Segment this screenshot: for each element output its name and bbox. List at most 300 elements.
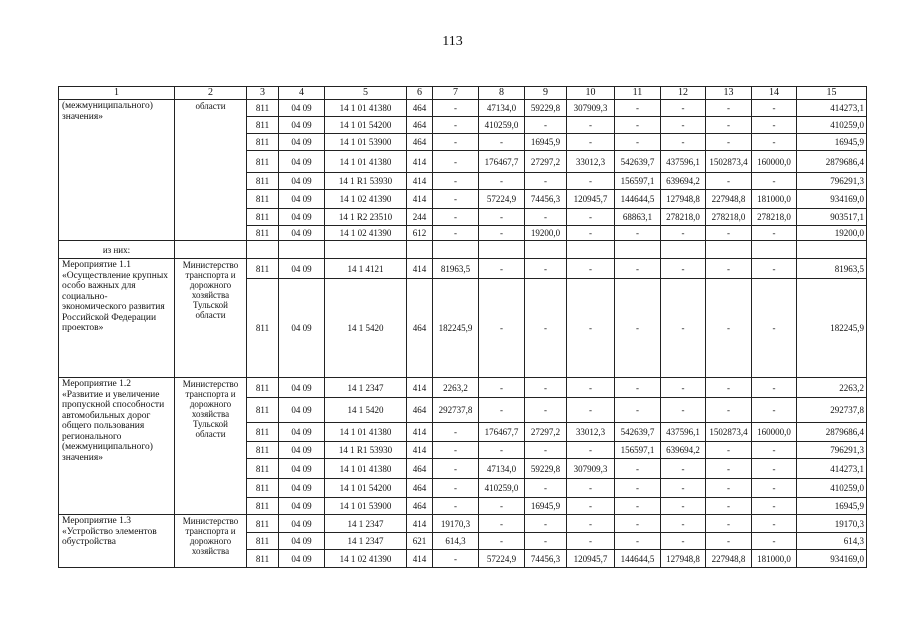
cell: 307909,3 [567, 100, 615, 117]
cell: - [661, 479, 706, 498]
cell: 903517,1 [797, 209, 867, 226]
cell: - [615, 134, 661, 151]
cell: 14 1 02 41390 [325, 226, 407, 241]
header-cell-13: 13 [706, 87, 752, 100]
cell: 414 [407, 378, 433, 398]
cell: 14 1 R2 23510 [325, 209, 407, 226]
cell: - [706, 442, 752, 459]
cell: 811 [247, 423, 279, 442]
block1-responsible: области [175, 100, 247, 241]
cell: - [479, 279, 525, 378]
cell: - [567, 117, 615, 134]
cell: 227948,8 [706, 190, 752, 209]
table-row [59, 378, 867, 398]
cell: - [706, 173, 752, 190]
empty-cell [567, 241, 615, 259]
cell: 181000,0 [752, 550, 797, 568]
cell: 14 1 2347 [325, 533, 407, 550]
cell: 934169,0 [797, 190, 867, 209]
cell: 33012,3 [567, 423, 615, 442]
cell: 437596,1 [661, 151, 706, 173]
cell: 33012,3 [567, 151, 615, 173]
cell: 414 [407, 442, 433, 459]
cell: - [615, 515, 661, 533]
block4-responsible: Министерство транспорта и дорожного хозяйства [175, 515, 247, 568]
cell: - [525, 533, 567, 550]
cell: 292737,8 [797, 398, 867, 423]
cell: 57224,9 [479, 550, 525, 568]
cell: 176467,7 [479, 423, 525, 442]
cell: 14 1 01 41380 [325, 100, 407, 117]
cell: - [752, 479, 797, 498]
cell: - [752, 459, 797, 479]
header-cell-3: 3 [247, 87, 279, 100]
cell: 811 [247, 173, 279, 190]
cell: - [479, 173, 525, 190]
cell: - [433, 498, 479, 515]
cell: - [567, 442, 615, 459]
cell: 57224,9 [479, 190, 525, 209]
cell: - [661, 226, 706, 241]
cell: 14 1 R1 53930 [325, 173, 407, 190]
cell: 796291,3 [797, 173, 867, 190]
cell: 811 [247, 515, 279, 533]
cell: 27297,2 [525, 151, 567, 173]
header-cell-1: 1 [59, 87, 175, 100]
cell: - [567, 279, 615, 378]
header-cell-6: 6 [407, 87, 433, 100]
cell: 04 09 [279, 550, 325, 568]
cell: 04 09 [279, 515, 325, 533]
cell: - [661, 259, 706, 279]
cell: 414 [407, 259, 433, 279]
cell: 16945,9 [797, 498, 867, 515]
subheader-label: из них: [59, 241, 175, 259]
cell: - [525, 398, 567, 423]
page-number: 113 [442, 34, 463, 49]
cell: - [615, 259, 661, 279]
cell: - [433, 423, 479, 442]
cell: 19200,0 [797, 226, 867, 241]
cell: 414273,1 [797, 100, 867, 117]
cell: 811 [247, 479, 279, 498]
cell: 144644,5 [615, 190, 661, 209]
cell: 16945,9 [797, 134, 867, 151]
cell: - [615, 117, 661, 134]
cell: - [567, 533, 615, 550]
cell: 04 09 [279, 226, 325, 241]
cell: 14 1 01 53900 [325, 498, 407, 515]
cell: - [433, 117, 479, 134]
cell: 14 1 02 41390 [325, 190, 407, 209]
cell: 127948,8 [661, 550, 706, 568]
cell: 464 [407, 479, 433, 498]
cell: - [567, 378, 615, 398]
header-cell-4: 4 [279, 87, 325, 100]
cell: - [615, 398, 661, 423]
cell: - [479, 259, 525, 279]
cell: - [752, 533, 797, 550]
cell: - [479, 533, 525, 550]
cell: - [433, 209, 479, 226]
cell: - [752, 398, 797, 423]
cell: - [433, 442, 479, 459]
cell: - [752, 498, 797, 515]
cell: - [661, 134, 706, 151]
cell: - [567, 226, 615, 241]
cell: - [479, 378, 525, 398]
cell: - [615, 498, 661, 515]
block4-description: Мероприятие 1.3 «Устройство элементов обустройства [59, 515, 175, 568]
cell: - [615, 279, 661, 378]
cell: 1502873,4 [706, 423, 752, 442]
cell: 227948,8 [706, 550, 752, 568]
cell: 14 1 02 41390 [325, 550, 407, 568]
cell: 04 09 [279, 259, 325, 279]
cell: - [433, 151, 479, 173]
cell: - [433, 550, 479, 568]
cell: 04 09 [279, 279, 325, 378]
cell: 19170,3 [433, 515, 479, 533]
cell: 278218,0 [706, 209, 752, 226]
cell: 410259,0 [479, 479, 525, 498]
cell: 410259,0 [479, 117, 525, 134]
cell: 14 1 01 53900 [325, 134, 407, 151]
cell: 14 1 4121 [325, 259, 407, 279]
empty-cell [661, 241, 706, 259]
cell: - [525, 515, 567, 533]
cell: 244 [407, 209, 433, 226]
cell: - [706, 533, 752, 550]
cell: 621 [407, 533, 433, 550]
cell: - [433, 134, 479, 151]
cell: 811 [247, 190, 279, 209]
cell: - [661, 498, 706, 515]
cell: - [615, 378, 661, 398]
cell: 414 [407, 423, 433, 442]
cell: 04 09 [279, 423, 325, 442]
header-cell-7: 7 [433, 87, 479, 100]
cell: - [706, 459, 752, 479]
cell: 04 09 [279, 498, 325, 515]
cell: 14 1 01 41380 [325, 423, 407, 442]
cell: - [661, 378, 706, 398]
budget-table [58, 86, 867, 568]
cell: - [433, 173, 479, 190]
cell: - [661, 100, 706, 117]
cell: - [567, 209, 615, 226]
cell: 414 [407, 515, 433, 533]
cell: - [479, 209, 525, 226]
cell: 811 [247, 498, 279, 515]
cell: - [525, 378, 567, 398]
header-cell-9: 9 [525, 87, 567, 100]
cell: - [661, 398, 706, 423]
cell: - [706, 100, 752, 117]
cell: 2263,2 [433, 378, 479, 398]
cell: 04 09 [279, 209, 325, 226]
cell: 464 [407, 279, 433, 378]
cell: 811 [247, 398, 279, 423]
cell: 811 [247, 550, 279, 568]
cell: 04 09 [279, 459, 325, 479]
cell: - [752, 100, 797, 117]
cell: 614,3 [797, 533, 867, 550]
cell: 182245,9 [797, 279, 867, 378]
cell: 144644,5 [615, 550, 661, 568]
header-cell-11: 11 [615, 87, 661, 100]
cell: 16945,9 [525, 134, 567, 151]
cell: - [479, 398, 525, 423]
cell: 04 09 [279, 134, 325, 151]
cell: 68863,1 [615, 209, 661, 226]
cell: 2263,2 [797, 378, 867, 398]
cell: 464 [407, 134, 433, 151]
cell: 278218,0 [661, 209, 706, 226]
cell: 1502873,4 [706, 151, 752, 173]
cell: 278218,0 [752, 209, 797, 226]
cell: - [706, 134, 752, 151]
cell: 934169,0 [797, 550, 867, 568]
cell: 811 [247, 378, 279, 398]
cell: 156597,1 [615, 442, 661, 459]
cell: - [752, 279, 797, 378]
cell: 160000,0 [752, 151, 797, 173]
empty-cell [525, 241, 567, 259]
cell: 464 [407, 117, 433, 134]
cell: - [615, 100, 661, 117]
cell: - [706, 398, 752, 423]
cell: - [479, 442, 525, 459]
cell: 04 09 [279, 173, 325, 190]
cell: 74456,3 [525, 190, 567, 209]
cell: 27297,2 [525, 423, 567, 442]
cell: - [525, 259, 567, 279]
header-cell-8: 8 [479, 87, 525, 100]
cell: 811 [247, 117, 279, 134]
cell: 04 09 [279, 533, 325, 550]
cell: - [752, 378, 797, 398]
cell: 612 [407, 226, 433, 241]
cell: - [433, 479, 479, 498]
table-row [59, 515, 867, 533]
cell: - [661, 279, 706, 378]
table-row [59, 100, 867, 117]
cell: 639694,2 [661, 442, 706, 459]
cell: - [752, 173, 797, 190]
cell: - [567, 479, 615, 498]
cell: 464 [407, 498, 433, 515]
cell: - [706, 259, 752, 279]
empty-cell [752, 241, 797, 259]
cell: 14 1 5420 [325, 279, 407, 378]
empty-cell [479, 241, 525, 259]
cell: 414 [407, 151, 433, 173]
cell: - [479, 134, 525, 151]
cell: 14 1 01 41380 [325, 459, 407, 479]
cell: 464 [407, 100, 433, 117]
cell: - [752, 134, 797, 151]
cell: 811 [247, 226, 279, 241]
cell: 811 [247, 442, 279, 459]
cell: - [706, 378, 752, 398]
cell: 47134,0 [479, 459, 525, 479]
cell: 2879686,4 [797, 151, 867, 173]
header-cell-10: 10 [567, 87, 615, 100]
cell: 639694,2 [661, 173, 706, 190]
cell: 14 1 01 54200 [325, 479, 407, 498]
cell: 464 [407, 398, 433, 423]
empty-cell [797, 241, 867, 259]
cell: - [615, 459, 661, 479]
cell: - [567, 515, 615, 533]
cell: 414 [407, 190, 433, 209]
cell: - [479, 226, 525, 241]
cell: 414 [407, 173, 433, 190]
cell: - [567, 134, 615, 151]
cell: - [525, 442, 567, 459]
cell: - [706, 479, 752, 498]
cell: 414273,1 [797, 459, 867, 479]
cell: 811 [247, 151, 279, 173]
block2-responsible: Министерство транспорта и дорожного хозяйства Тульской области [175, 259, 247, 378]
cell: 181000,0 [752, 190, 797, 209]
cell: 81963,5 [433, 259, 479, 279]
cell: 81963,5 [797, 259, 867, 279]
cell: 437596,1 [661, 423, 706, 442]
cell: - [706, 498, 752, 515]
cell: - [752, 117, 797, 134]
cell: - [615, 226, 661, 241]
header-row [59, 87, 867, 100]
cell: - [567, 498, 615, 515]
cell: - [567, 398, 615, 423]
cell: - [433, 100, 479, 117]
header-cell-5: 5 [325, 87, 407, 100]
cell: 59229,8 [525, 100, 567, 117]
empty-cell [175, 241, 247, 259]
cell: 74456,3 [525, 550, 567, 568]
cell: - [706, 279, 752, 378]
block1-description: (межмуниципального) значения» [59, 100, 175, 241]
cell: - [433, 190, 479, 209]
cell: - [525, 117, 567, 134]
cell: 59229,8 [525, 459, 567, 479]
block3-description: Мероприятие 1.2 «Развитие и увеличение пропускной способности автомобильных дорог общего пользования регионального (межмуниципального) значения» [59, 378, 175, 515]
cell: 04 09 [279, 190, 325, 209]
cell: 156597,1 [615, 173, 661, 190]
block3-responsible: Министерство транспорта и дорожного хозяйства Тульской области [175, 378, 247, 515]
cell: 04 09 [279, 151, 325, 173]
cell: - [661, 533, 706, 550]
cell: 19200,0 [525, 226, 567, 241]
cell: - [706, 515, 752, 533]
cell: 292737,8 [433, 398, 479, 423]
cell: 410259,0 [797, 117, 867, 134]
cell: - [479, 515, 525, 533]
cell: 120945,7 [567, 550, 615, 568]
header-cell-15: 15 [797, 87, 867, 100]
cell: 04 09 [279, 100, 325, 117]
cell: - [752, 442, 797, 459]
cell: 04 09 [279, 117, 325, 134]
empty-cell [407, 241, 433, 259]
cell: 410259,0 [797, 479, 867, 498]
cell: - [706, 226, 752, 241]
cell: - [615, 479, 661, 498]
subheader-row [59, 241, 867, 259]
cell: - [661, 117, 706, 134]
cell: - [479, 498, 525, 515]
cell: - [752, 226, 797, 241]
cell: 542639,7 [615, 423, 661, 442]
cell: 464 [407, 459, 433, 479]
empty-cell [706, 241, 752, 259]
empty-cell [279, 241, 325, 259]
table-row [59, 259, 867, 279]
empty-cell [615, 241, 661, 259]
cell: 04 09 [279, 479, 325, 498]
cell: 14 1 R1 53930 [325, 442, 407, 459]
cell: - [752, 259, 797, 279]
cell: 04 09 [279, 398, 325, 423]
cell: 47134,0 [479, 100, 525, 117]
cell: 14 1 01 41380 [325, 151, 407, 173]
cell: 160000,0 [752, 423, 797, 442]
cell: 811 [247, 209, 279, 226]
cell: - [661, 515, 706, 533]
cell: - [615, 533, 661, 550]
cell: 04 09 [279, 442, 325, 459]
cell: 127948,8 [661, 190, 706, 209]
empty-cell [325, 241, 407, 259]
cell: 14 1 2347 [325, 515, 407, 533]
cell: - [706, 117, 752, 134]
cell: - [567, 259, 615, 279]
cell: 796291,3 [797, 442, 867, 459]
cell: - [525, 209, 567, 226]
cell: - [525, 479, 567, 498]
cell: 182245,9 [433, 279, 479, 378]
cell: - [525, 173, 567, 190]
cell: 120945,7 [567, 190, 615, 209]
cell: 14 1 2347 [325, 378, 407, 398]
cell: - [433, 226, 479, 241]
cell: 811 [247, 279, 279, 378]
cell: 811 [247, 100, 279, 117]
header-cell-2: 2 [175, 87, 247, 100]
cell: 542639,7 [615, 151, 661, 173]
cell: 14 1 5420 [325, 398, 407, 423]
cell: 414 [407, 550, 433, 568]
header-cell-12: 12 [661, 87, 706, 100]
cell: - [661, 459, 706, 479]
empty-cell [247, 241, 279, 259]
cell: 811 [247, 259, 279, 279]
empty-cell [433, 241, 479, 259]
cell: - [525, 279, 567, 378]
cell: 19170,3 [797, 515, 867, 533]
cell: 04 09 [279, 378, 325, 398]
cell: 176467,7 [479, 151, 525, 173]
cell: - [433, 459, 479, 479]
cell: - [567, 173, 615, 190]
cell: - [752, 515, 797, 533]
cell: 16945,9 [525, 498, 567, 515]
cell: 811 [247, 134, 279, 151]
cell: 811 [247, 459, 279, 479]
cell: 14 1 01 54200 [325, 117, 407, 134]
